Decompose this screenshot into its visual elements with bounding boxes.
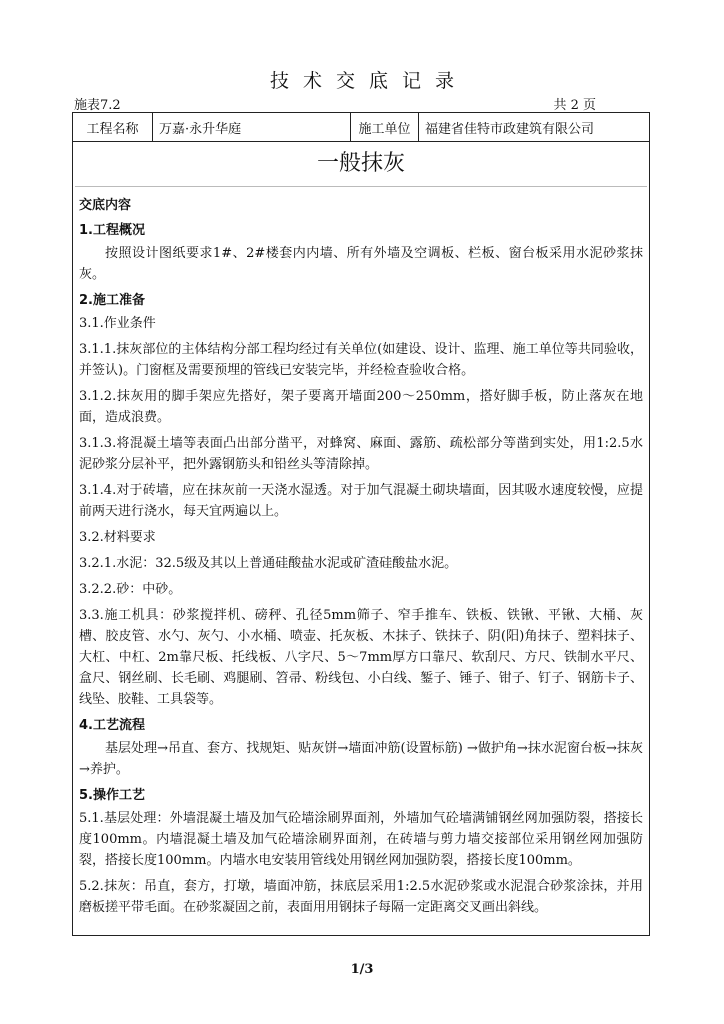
content-heading: 交底内容 [79, 198, 132, 213]
project-name-value: 万嘉·永升华庭 [153, 113, 351, 141]
construction-tools: 3.3.施工机具：砂浆搅拌机、磅秤、孔径5mm筛子、窄手推车、铁板、铁锹、平锹、大桶、灰槽、胶皮管、水勺、灰勺、小水桶、喷壶、托灰板、木抹子、铁抹子、阴(阳)角抹子、塑料抹子、大杠、中杠、2m靠尺板、托线板、八字尺、5～7mm厚方口靠尺、软刮尺、方尺、铁制水平尺、盒尺、钢丝刷、长毛刷、鸡腿刷、笤帚、粉线包、小白线、錾子、锤子、钳子、钉子、钢筋卡子、线坠、胶鞋、工具袋等。 [79, 608, 643, 707]
section-preparation-heading: 2.施工准备 [79, 293, 145, 308]
section-operation-heading: 5.操作工艺 [79, 788, 145, 803]
header-row [73, 113, 649, 142]
operation-5-1: 5.1.基层处理：外墙混凝土墙及加气砼墙涂刷界面剂，外墙加气砼墙满铺钢丝网加强防裂，搭接长度100mm。内墙混凝土墙及加气砼墙涂刷界面剂，在砖墙与剪力墙交接部位采用钢丝网加强防裂，搭接长度100mm。内墙水电安装用管线处用钢丝网加强防裂，搭接长度100mm。 [79, 811, 643, 868]
page-number: 1/3 [350, 962, 374, 977]
condition-3-1-2: 3.1.2.抹灰用的脚手架应先搭好，架子要离开墙面200～250mm，搭好脚手板，防止落灰在地面，造成浪费。 [79, 389, 643, 425]
record-sheet [72, 112, 650, 936]
content-body [73, 187, 649, 918]
material-sand: 3.2.2.砂：中砂。 [79, 582, 182, 597]
main-title: 一般抹灰 [75, 142, 647, 187]
construction-unit-label: 施工单位 [351, 113, 419, 141]
condition-3-1-3: 3.1.3.将混凝土墙等表面凸出部分凿平，对蜂窝、麻面、露筋、疏松部分等凿到实处，用1:2.5水泥砂浆分层补平，把外露钢筋头和铅丝头等清除掉。 [79, 436, 643, 472]
material-cement: 3.2.1.水泥：32.5级及其以上普通硅酸盐水泥或矿渣硅酸盐水泥。 [79, 556, 458, 571]
process-flow-paragraph: 基层处理→吊直、套方、找规矩、贴灰饼→墙面冲筋(设置标筋) →做护角→抹水泥窗台板→抹灰→养护。 [79, 741, 643, 777]
total-pages: 共 2 页 [553, 98, 596, 113]
section-process-heading: 4.工艺流程 [79, 718, 145, 733]
section-overview-heading: 1.工程概况 [79, 223, 145, 238]
work-conditions-heading: 3.1.作业条件 [79, 316, 156, 331]
document-title: 技术交底记录 [269, 70, 468, 92]
condition-3-1-4: 3.1.4.对于砖墙，应在抹灰前一天浇水湿透。对于加气混凝土砌块墙面，因其吸水速度较慢，应提前两天进行浇水，每天宜两遍以上。 [79, 483, 643, 519]
form-number: 施表7.2 [74, 98, 121, 113]
condition-3-1-1: 3.1.1.抹灰部位的主体结构分部工程均经过有关单位(如建设、设计、监理、施工单位等共同验收，并签认)。门窗框及需要预埋的管线已安装完毕，并经检查验收合格。 [79, 342, 643, 378]
overview-paragraph: 按照设计图纸要求1#、2#楼套内内墙、所有外墙及空调板、栏板、窗台板采用水泥砂浆抹灰。 [79, 246, 643, 282]
construction-unit-value: 福建省佳特市政建筑有限公司 [425, 121, 595, 137]
operation-5-2: 5.2.抹灰：吊直，套方，打墩，墙面冲筋，抹底层采用1:2.5水泥砂浆或水泥混合砂浆涂抹，并用磨板搓平带毛面。在砂浆凝固之前，表面用用钢抹子每隔一定距离交叉画出斜线。 [79, 879, 643, 915]
material-requirements-heading: 3.2.材料要求 [79, 530, 156, 545]
project-name-label: 工程名称 [73, 113, 153, 141]
